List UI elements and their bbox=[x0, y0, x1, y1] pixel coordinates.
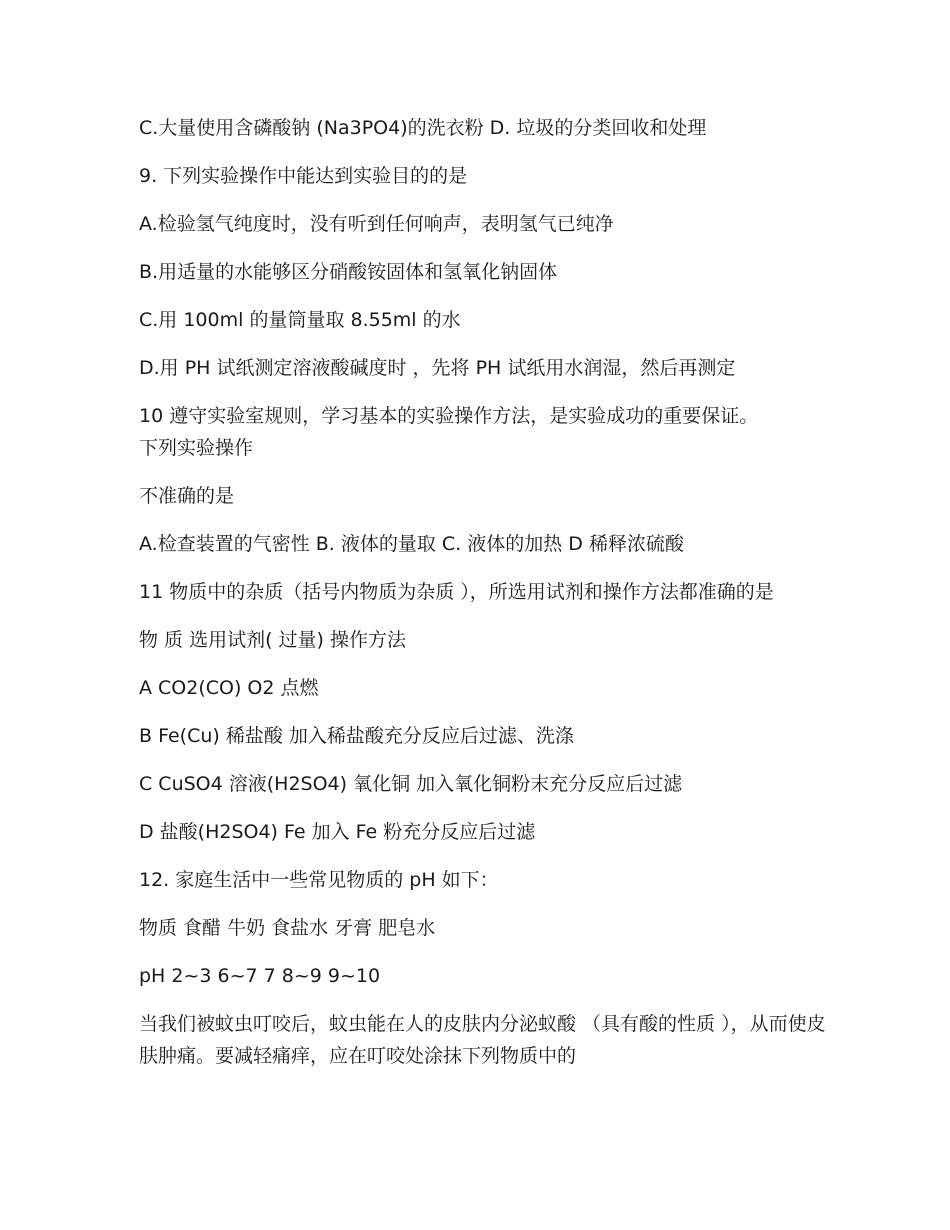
question-9-stem: 9. 下列实验操作中能达到实验目的的是 bbox=[139, 165, 468, 187]
question-12-stem: 12. 家庭生活中一些常见物质的 pH 如下： bbox=[139, 869, 499, 891]
question-9-option-d: D.用 PH 试纸测定溶液酸碱度时 ，先将 PH 试纸用水润湿，然后再测定 bbox=[139, 357, 736, 379]
question-12-table-header: 物质 食醋 牛奶 食盐水 牙膏 肥皂水 bbox=[139, 917, 436, 939]
question-11-table-header: 物 质 选用试剂( 过量) 操作方法 bbox=[139, 629, 406, 651]
document-body bbox=[139, 112, 839, 1088]
question-11-row-a: A CO2(CO) O2 点燃 bbox=[139, 677, 319, 699]
text-line: C.大量使用含磷酸钠 (Na3PO4)的洗衣粉 D. 垃圾的分类回收和处理 bbox=[139, 117, 707, 139]
question-10-stem: 10 遵守实验室规则，学习基本的实验操作方法，是实验成功的重要保证。下列实验操作 bbox=[139, 405, 759, 459]
question-9-option-b: B.用适量的水能够区分硝酸铵固体和氢氧化钠固体 bbox=[139, 261, 558, 283]
question-9-option-c: C.用 100ml 的量筒量取 8.55ml 的水 bbox=[139, 309, 461, 331]
question-9-option-a: A.检验氢气纯度时，没有听到任何响声，表明氢气已纯净 bbox=[139, 213, 614, 235]
question-11-row-c: C CuSO4 溶液(H2SO4) 氧化铜 加入氧化铜粉末充分反应后过滤 bbox=[139, 773, 683, 795]
question-11-stem: 11 物质中的杂质（括号内物质为杂质 ），所选用试剂和操作方法都准确的是 bbox=[139, 581, 774, 603]
question-11-row-d: D 盐酸(H2SO4) Fe 加入 Fe 粉充分反应后过滤 bbox=[139, 821, 536, 843]
question-10-options: A.检查装置的气密性 B. 液体的量取 C. 液体的加热 D 稀释浓硫酸 bbox=[139, 533, 684, 555]
question-12-table-values: pH 2~3 6~7 7 8~9 9~10 bbox=[139, 965, 381, 987]
question-12-context: 当我们被蚊虫叮咬后，蚊虫能在人的皮肤内分泌蚁酸 （具有酸的性质 ），从而使皮肤肿痛。要减轻痛痒，应在叮咬处涂抹下列物质中的 bbox=[139, 1013, 826, 1067]
question-11-row-b: B Fe(Cu) 稀盐酸 加入稀盐酸充分反应后过滤、洗涤 bbox=[139, 725, 574, 747]
question-10-stem-continued: 不准确的是 bbox=[139, 485, 235, 507]
